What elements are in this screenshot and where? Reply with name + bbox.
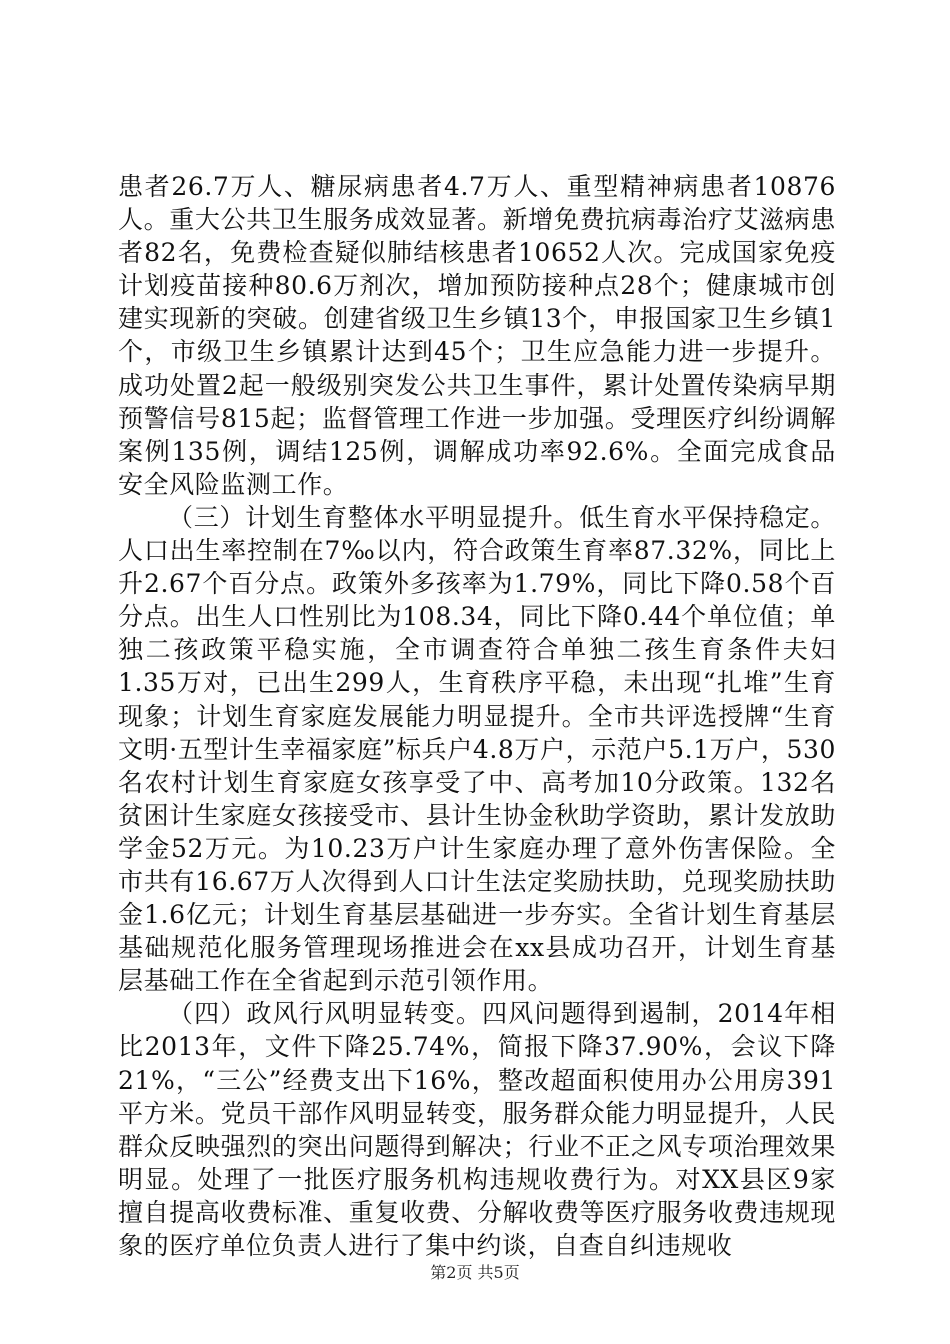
paragraph-family-planning: （三）计划生育整体水平明显提升。低生育水平保持稳定。人口出生率控制在7‰以内，符合政策生育率87.32%，同比上升2.67个百分点。政策外多孩率为1.79%，同比下降0.58个百分点。出生人口性别比为108.34，同比下降0.44个单位值；单独二孩政策平稳实施，全市调查符合单独二孩生育条件夫妇1.35万对，已出生299人，生育秩序平稳，未出现“扎堆”生育现象；计划生育家庭发展能力明显提升。全市共评选授牌“生育文明·五型计生幸福家庭”标兵户4.8万户，示范户5.1万户，530名农村计划生育家庭女孩享受了中、高考加10分政策。132名贫困计生家庭女孩接受市、县计生协金秋助学资助，累计发放助学金52万元。为10.23万户计生家庭办理了意外伤害保险。全市共有16.67万人次得到人口计生法定奖励扶助，兑现奖励扶助金1.6亿元；计划生育基层基础进一步夯实。全省计划生育基层基础规范化服务管理现场推进会在xx县成功召开，计划生育基层基础工作在全省起到示范引领作用。 [118,502,836,996]
paragraph-work-style: （四）政风行风明显转变。四风问题得到遏制，2014年相比2013年，文件下降25.74%，简报下降37.90%，会议下降21%，“三公”经费支出下16%，整改超面积使用办公用房391平方米。党员干部作风明显转变，服务群众能力明显提升，人民群众反映强烈的突出问题得到解决；行业不正之风专项治理效果明显。处理了一批医疗服务机构违规收费行为。对XX县区9家擅自提高收费标准、重复收费、分解收费等医疗服务收费违规现象的医疗单位负责人进行了集中约谈，自查自纠违规收 [118,999,836,1260]
document-body [118,170,836,1262]
paragraph-continued: 患者26.7万人、糖尿病患者4.7万人、重型精神病患者10876人。重大公共卫生服务成效显著。新增免费抗病毒治疗艾滋病患者82名，免费检查疑似肺结核患者10652人次。完成国家免疫计划疫苗接种80.6万剂次，增加预防接种点28个；健康城市创建实现新的突破。创建省级卫生乡镇13个，申报国家卫生乡镇1个，市级卫生乡镇累计达到45个；卫生应急能力进一步提升。成功处置2起一般级别突发公共卫生事件，累计处置传染病早期预警信号815起；监督管理工作进一步加强。受理医疗纠纷调解案例135例，调结125例，调解成功率92.6%。全面完成食品安全风险监测工作。 [118,172,836,499]
page-footer: 第2页 共5页 [430,1263,520,1282]
